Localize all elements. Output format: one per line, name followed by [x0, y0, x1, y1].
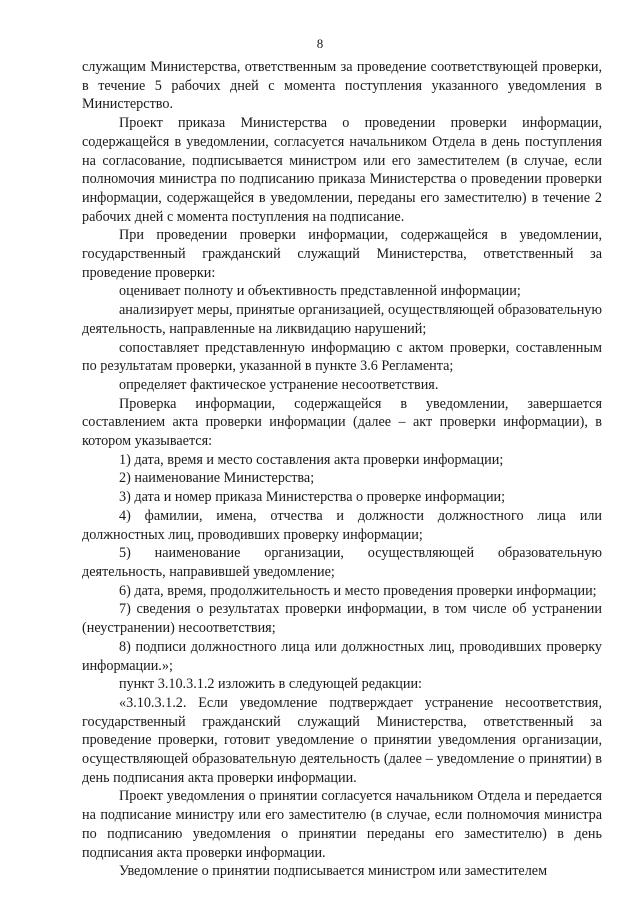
- list-item: 6) дата, время, продолжительность и место проведения проверки информации;: [119, 582, 597, 599]
- paragraph: Проект уведомления о принятии согласуется начальником Отдела и передается на подписание министру или его заместителю (в случае, если полномочия министра по подписанию уведомления о принятии переданы его заместителю) в день подписания акта проверки информации.: [82, 788, 602, 861]
- paragraph: Уведомление о принятии подписывается министром или заместителем: [119, 863, 548, 880]
- list-item: 1) дата, время и место составления акта проверки информации;: [119, 451, 504, 468]
- paragraph: пункт 3.10.3.1.2 изложить в следующей редакции:: [119, 676, 422, 693]
- list-item: 3) дата и номер приказа Министерства о проверке информации;: [119, 489, 506, 506]
- paragraph: «3.10.3.1.2. Если уведомление подтверждает устранение несоответствия, государственный гражданский служащий Министерства, ответственный за проведение проверки, готовит уведомление о принятии уведомления организации, осуществляющей образовательную деятельность (далее – уведомление о принятии) в день подписания акта проверки информации.: [82, 694, 602, 786]
- paragraph: анализирует меры, принятые организацией, осуществляющей образовательную деятельность, направленные на ликвидацию нарушений;: [82, 302, 602, 337]
- paragraph: Проверка информации, содержащейся в уведомлении, завершается составлением акта проверки информации (далее – акт проверки информации), в котором указывается:: [82, 395, 602, 450]
- list-item: 4) фамилии, имена, отчества и должности должностного лица или должностных лиц, проводивших проверку информации;: [82, 507, 602, 543]
- list-item: 8) подписи должностного лица или должностных лиц, проводивших проверку информации.»;: [82, 638, 602, 674]
- paragraph: Проект приказа Министерства о проведении проверки информации, содержащейся в уведомлении, согласуется начальником Отдела в день поступления на согласование, подписывается министром или его заместителем (в случае, если полномочия министра по подписанию приказа Министерства о проведении проверки информации, содержащейся в уведомлении, переданы его заместителю) в течение 2 рабочих дней с момента поступления на подписание.: [82, 115, 602, 225]
- document-body: [82, 58, 602, 881]
- paragraph: служащим Министерства, ответственным за проведение соответствующей проверки, в течение 5 рабочих дней с момента поступления указанного уведомления в Министерство.: [82, 59, 602, 113]
- paragraph: определяет фактическое устранение несоответствия.: [119, 376, 439, 393]
- paragraph: оценивает полноту и объективность представленной информации;: [119, 283, 521, 300]
- page-number: 8: [316, 36, 324, 51]
- list-item: 5) наименование организации, осуществляющей образовательную деятельность, направившей уведомление;: [82, 545, 602, 580]
- paragraph: сопоставляет представленную информацию с актом проверки, составленным по результатам проверки, указанной в пункте 3.6 Регламента;: [82, 339, 602, 375]
- list-item: 7) сведения о результатах проверки информации, в том числе об устранении (неустранении) несоответствия;: [82, 601, 602, 637]
- paragraph: При проведении проверки информации, содержащейся в уведомлении, государственный гражданский служащий Министерства, ответственный за проведение проверки:: [82, 227, 602, 281]
- list-item: 2) наименование Министерства;: [119, 470, 315, 487]
